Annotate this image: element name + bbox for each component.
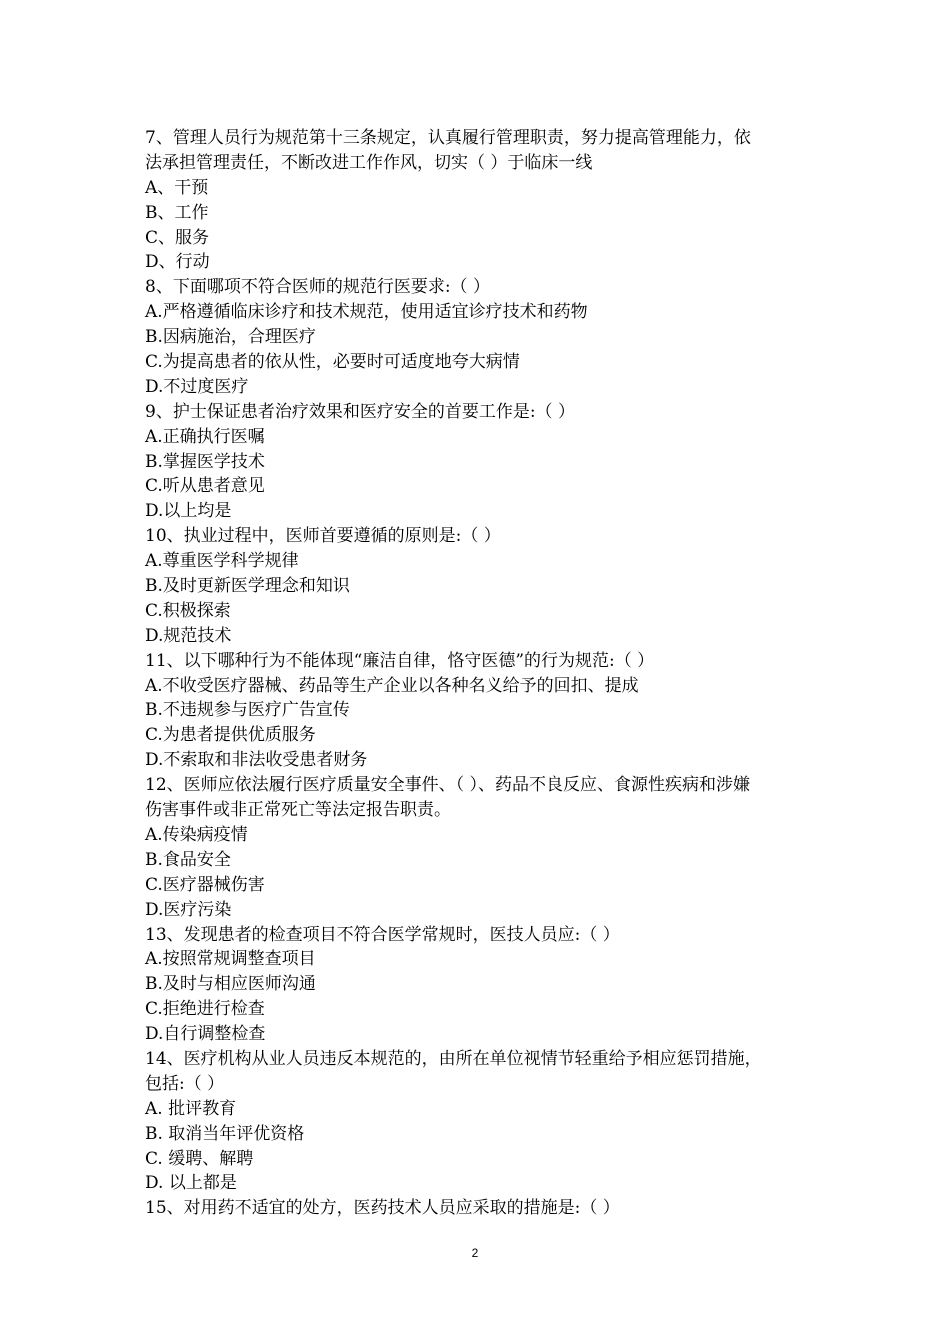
page-number: 2	[471, 1246, 479, 1260]
question-10-option-d: D.规范技术	[145, 625, 232, 646]
question-7-option-b: B、工作	[145, 202, 209, 223]
question-12-option-d: D.医疗污染	[145, 899, 232, 920]
question-8-option-b: B.因病施治，合理医疗	[145, 327, 316, 348]
question-14-option-d: D. 以上都是	[145, 1173, 237, 1194]
question-8-option-d: D.不过度医疗	[145, 376, 249, 397]
question-15-stem: 15、对用药不适宜的处方，医药技术人员应采取的措施是:（ ）	[145, 1198, 620, 1219]
question-9-option-c: C.听从患者意见	[145, 476, 265, 497]
question-7-option-d: D、行动	[145, 252, 210, 273]
question-11-option-c: C.为患者提供优质服务	[145, 725, 316, 746]
question-9-option-a: A.正确执行医嘱	[145, 426, 265, 447]
question-7-option-c: C、服务	[145, 227, 210, 248]
document-body	[145, 126, 825, 1221]
question-10-option-b: B.及时更新医学理念和知识	[145, 576, 350, 597]
question-13-option-d: D.自行调整检查	[145, 1024, 266, 1045]
question-14-option-a: A. 批评教育	[145, 1098, 237, 1119]
question-14-option-c: C. 缓聘、解聘	[145, 1148, 254, 1169]
question-14-stem-line-2: 包括:（ ）	[145, 1073, 225, 1094]
question-12-option-b: B.食品安全	[145, 849, 231, 870]
question-7-stem-line-1: 7、管理人员行为规范第十三条规定，认真履行管理职责，努力提高管理能力，依	[145, 128, 751, 148]
question-10-option-a: A.尊重医学科学规律	[145, 551, 299, 572]
question-13-option-a: A.按照常规调整查项目	[145, 949, 316, 970]
question-12-option-c: C.医疗器械伤害	[145, 874, 265, 895]
question-9-option-d: D.以上均是	[145, 501, 232, 522]
question-14-stem-line-1: 14、医疗机构从业人员违反本规范的，由所在单位视情节轻重给予相应惩罚措施，	[145, 1048, 762, 1069]
question-9-option-b: B.掌握医学技术	[145, 451, 265, 472]
question-13-stem: 13、发现患者的检查项目不符合医学常规时，医技人员应:（ ）	[145, 924, 620, 945]
question-11-option-b: B.不违规参与医疗广告宣传	[145, 700, 350, 721]
question-11-stem: 11、以下哪种行为不能体现“廉洁自律，恪守医德”的行为规范:（ ）	[145, 650, 655, 671]
question-12-stem-line-2: 伤害事件或非正常死亡等法定报告职责。	[145, 800, 451, 821]
question-14-option-b: B. 取消当年评优资格	[145, 1123, 305, 1144]
question-7-option-a: A、干预	[145, 177, 209, 198]
question-13-option-c: C.拒绝进行检查	[145, 999, 265, 1020]
question-8-option-c: C.为提高患者的依从性，必要时可适度地夸大病情	[145, 352, 520, 373]
question-9-stem: 9、护士保证患者治疗效果和医疗安全的首要工作是:（ ）	[145, 401, 575, 422]
question-10-option-c: C.积极探索	[145, 600, 231, 621]
question-12-option-a: A.传染病疫情	[145, 824, 248, 845]
question-12-stem-line-1: 12、医师应依法履行医疗质量安全事件、（ ）、药品不良反应、食源性疾病和涉嫌	[145, 775, 751, 796]
question-13-option-b: B.及时与相应医师沟通	[145, 974, 316, 995]
question-10-stem: 10、执业过程中，医师首要遵循的原则是:（ ）	[145, 526, 501, 547]
question-7-stem-line-2: 法承担管理责任，不断改进工作作风，切实（ ）于临床一线	[145, 152, 593, 173]
question-11-option-d: D.不索取和非法收受患者财务	[145, 750, 368, 771]
question-8-stem: 8、下面哪项不符合医师的规范行医要求:（ ）	[145, 277, 490, 298]
question-8-option-a: A.严格遵循临床诊疗和技术规范，使用适宜诊疗技术和药物	[145, 302, 588, 323]
question-11-option-a: A.不收受医疗器械、药品等生产企业以各种名义给予的回扣、提成	[145, 675, 639, 696]
